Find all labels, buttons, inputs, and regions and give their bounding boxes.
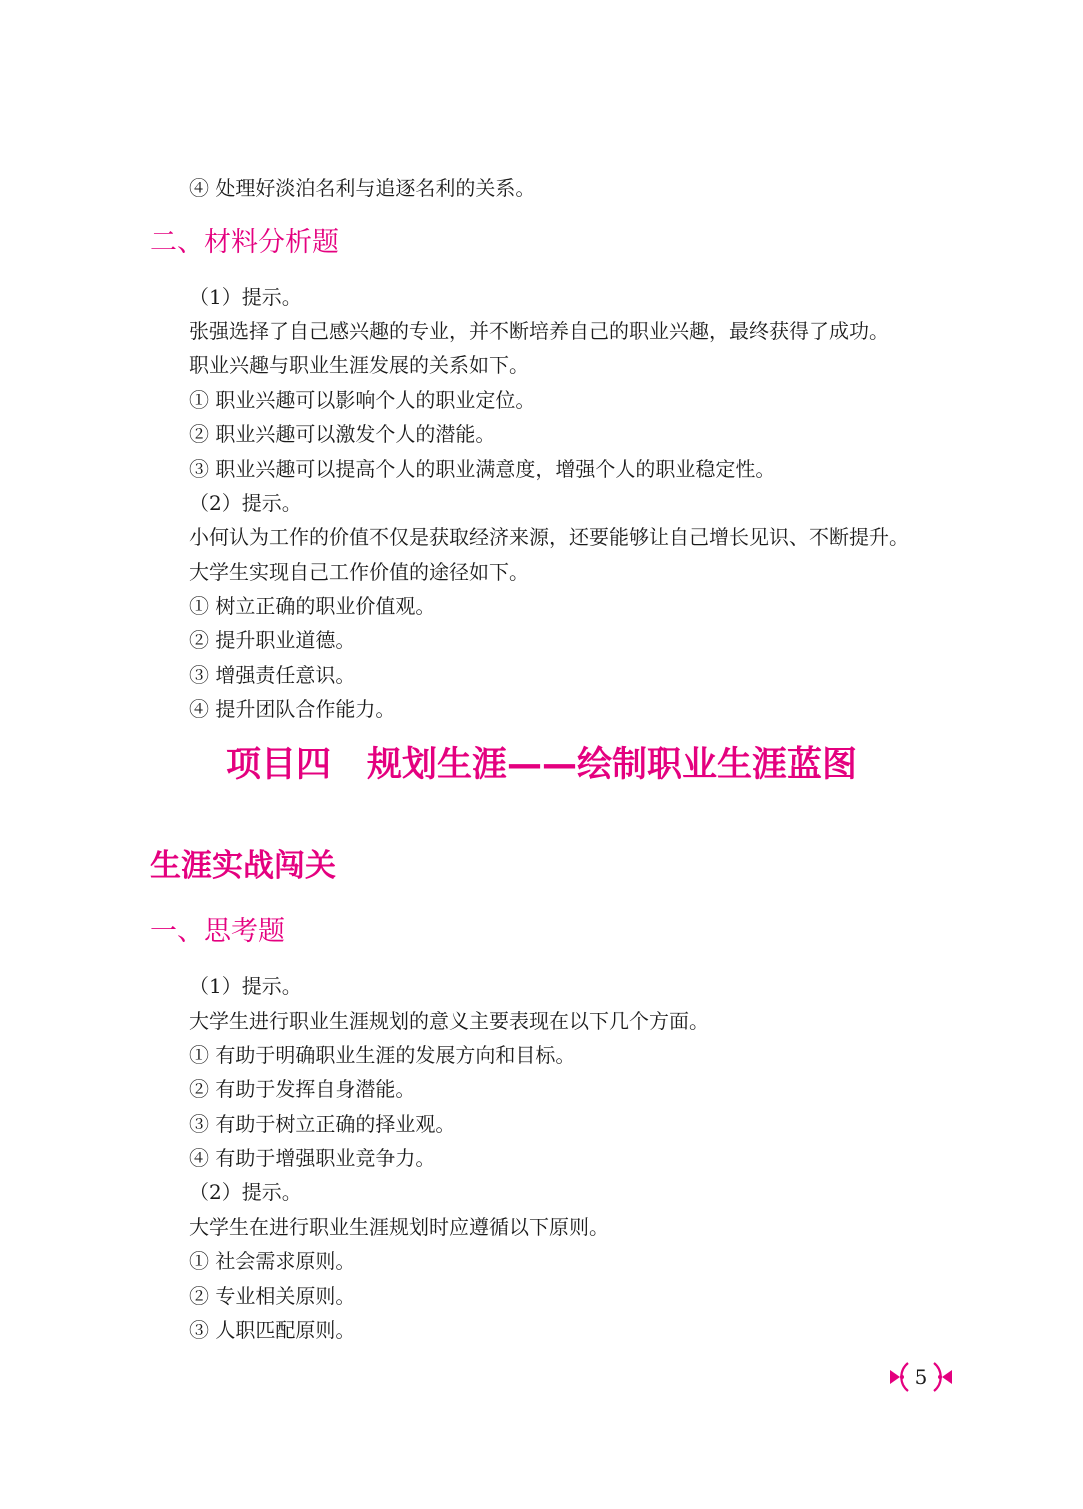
- answer-line: ① 有助于明确职业生涯的发展方向和目标。: [189, 1043, 576, 1067]
- answer-line: ② 专业相关原则。: [189, 1284, 356, 1308]
- answer-line: 职业兴趣与职业生涯发展的关系如下。: [189, 353, 529, 377]
- answer-line: 小何认为工作的价值不仅是获取经济来源，还要能够让自己增长见识、不断提升。: [189, 525, 909, 549]
- project-name: 规划生涯——绘制职业生涯蓝图: [367, 745, 858, 785]
- answer-line: （2）提示。: [189, 491, 302, 515]
- answer-line: ③ 增强责任意识。: [189, 663, 356, 687]
- answer-line: （1）提示。: [189, 285, 302, 309]
- answer-line: （1）提示。: [189, 974, 302, 998]
- answer-line: 大学生实现自己工作价值的途径如下。: [189, 560, 529, 584]
- answer-line: ① 社会需求原则。: [189, 1249, 356, 1273]
- answer-line: ① 职业兴趣可以影响个人的职业定位。: [189, 388, 536, 412]
- section-heading-material-analysis: 二、材料分析题: [150, 227, 339, 258]
- answer-line: 张强选择了自己感兴趣的专业，并不断培养自己的职业兴趣，最终获得了成功。: [189, 319, 889, 343]
- answer-line: ④ 提升团队合作能力。: [189, 697, 396, 721]
- section-heading-thinking: 一、思考题: [150, 916, 285, 947]
- answer-line: （2）提示。: [189, 1180, 302, 1204]
- answer-line: ③ 人职匹配原则。: [189, 1318, 356, 1342]
- section-heading-practice: 生涯实战闯关: [150, 848, 336, 884]
- answer-line: 大学生在进行职业生涯规划时应遵循以下原则。: [189, 1215, 609, 1239]
- answer-line: ④ 有助于增强职业竞争力。: [189, 1146, 436, 1170]
- page-number-badge: [888, 1354, 954, 1400]
- answer-line: ② 提升职业道德。: [189, 628, 356, 652]
- page-number: 5: [914, 1365, 928, 1389]
- answer-line: ② 有助于发挥自身潜能。: [189, 1077, 416, 1101]
- answer-line: ③ 有助于树立正确的择业观。: [189, 1112, 456, 1136]
- project-title: [0, 742, 1083, 788]
- answer-line: ① 树立正确的职业价值观。: [189, 594, 436, 618]
- answer-line: ② 职业兴趣可以激发个人的潜能。: [189, 422, 496, 446]
- project-label: 项目四: [225, 745, 331, 785]
- answer-line: ③ 职业兴趣可以提高个人的职业满意度，增强个人的职业稳定性。: [189, 457, 776, 481]
- answer-line: 大学生进行职业生涯规划的意义主要表现在以下几个方面。: [189, 1009, 709, 1033]
- answer-line: ④ 处理好淡泊名利与追逐名利的关系。: [189, 176, 536, 200]
